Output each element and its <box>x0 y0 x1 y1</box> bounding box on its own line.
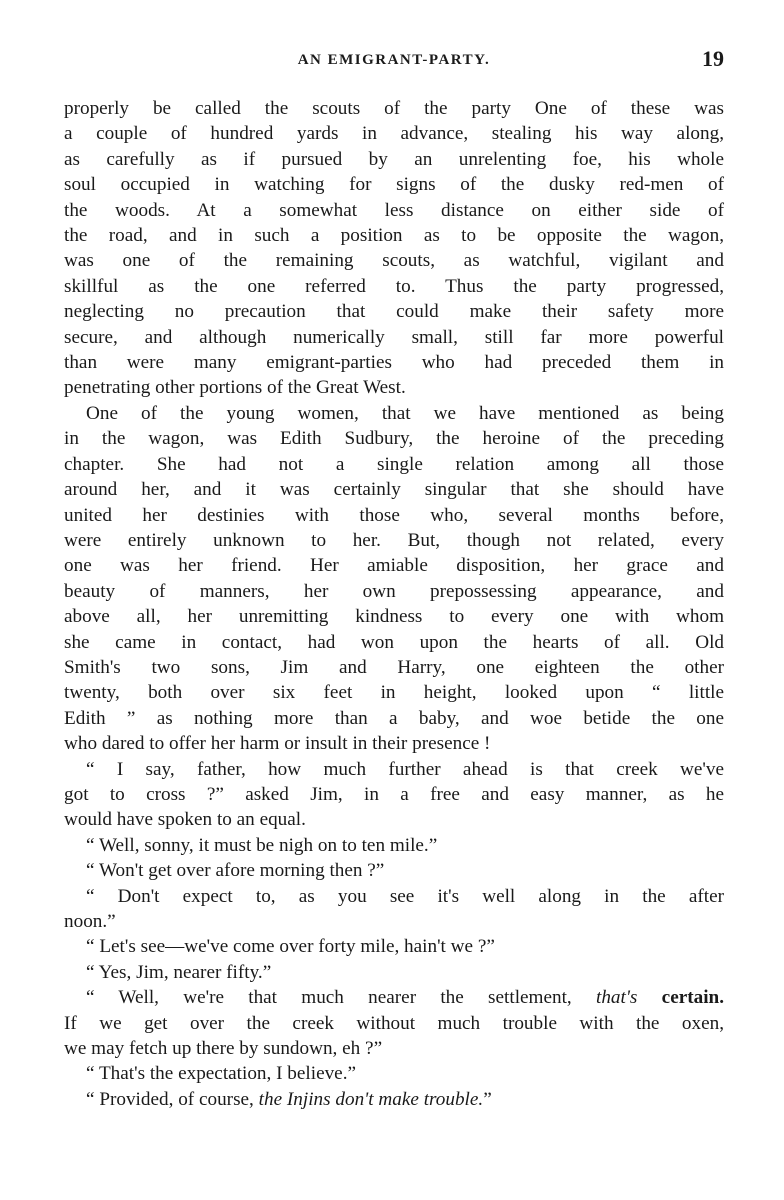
text-line: a couple of hundred yards in advance, stealing his way along, <box>64 123 724 145</box>
emphasis-text: that's <box>595 987 638 1009</box>
text-line <box>64 985 724 1010</box>
text-line: united her destinies with those who, several months before, <box>64 504 724 526</box>
text-line: were entirely unknown to her. But, though not related, every <box>64 529 724 551</box>
running-title: AN EMIGRANT-PARTY. <box>297 52 491 68</box>
text-line: skillful as the one referred to. Thus the party progressed, <box>64 275 724 297</box>
text-line: as carefully as if pursued by an unrelenting foe, his whole <box>64 148 724 170</box>
text-line: If we get over the creek without much trouble with the oxen, <box>64 1012 724 1034</box>
text-line: we may fetch up there by sundown, eh ?” <box>64 1038 383 1060</box>
text-line: got to cross ?” asked Jim, in a free and easy manner, as he <box>64 783 724 805</box>
text-line: the road, and in such a position as to be opposite the wagon, <box>64 225 724 247</box>
text-line: noon.” <box>64 911 116 932</box>
book-page <box>64 44 724 1112</box>
text-line: in the wagon, was Edith Sudbury, the heroine of the preceding <box>64 428 724 450</box>
text-line: she came in contact, had won upon the hearts of all. Old <box>64 631 724 653</box>
text-line: one was her friend. Her amiable disposition, her grace and <box>64 555 724 577</box>
text-line: properly be called the scouts of the party One of these was <box>64 98 724 119</box>
text-line: would have spoken to an equal. <box>64 809 306 831</box>
text-line: One of the young women, that we have mentioned as being <box>86 402 724 424</box>
body-text <box>64 96 724 1112</box>
text-line <box>64 1087 724 1112</box>
text-line: “ I say, father, how much further ahead is that creek we've <box>86 758 724 780</box>
text-line: beauty of manners, her own prepossessing appearance, and <box>64 580 724 602</box>
text-run: “ Provided, of course, <box>86 1088 254 1110</box>
text-line: Smith's two sons, Jim and Harry, one eighteen the other <box>64 656 724 678</box>
text-line: “ Yes, Jim, nearer fifty.” <box>86 961 272 983</box>
text-line: around her, and it was certainly singular that she should have <box>64 479 724 501</box>
text-line: than were many emigrant-parties who had preceded them in <box>64 352 724 374</box>
text-line: chapter. She had not a single relation among all those <box>64 453 724 475</box>
text-line: was one of the remaining scouts, as watchful, vigilant and <box>64 250 724 272</box>
emphasis-text: the Injins don't make trouble. <box>258 1088 484 1110</box>
text-line: neglecting no precaution that could make their safety more <box>64 301 724 323</box>
text-line: who dared to offer her harm or insult in their presence ! <box>64 733 491 755</box>
page-header <box>64 44 724 74</box>
page-number: 19 <box>702 46 724 71</box>
text-line: secure, and although numerically small, still far more powerful <box>64 326 724 348</box>
text-line: Edith ” as nothing more than a baby, and woe betide the one <box>64 707 724 729</box>
text-line: “ Well, sonny, it must be nigh on to ten mile.” <box>86 834 438 856</box>
text-line: “ Don't expect to, as you see it's well along in the after <box>86 885 724 907</box>
text-line: “ Let's see—we've come over forty mile, hain't we ?” <box>86 936 495 958</box>
text-run: ” <box>483 1088 492 1110</box>
text-line: above all, her unremitting kindness to every one with whom <box>64 606 724 628</box>
text-line: twenty, both over six feet in height, looked upon “ little <box>64 682 724 704</box>
text-line: soul occupied in watching for signs of the dusky red-men of <box>64 174 724 196</box>
text-line: “ Won't get over afore morning then ?” <box>86 860 385 882</box>
text-line: the woods. At a somewhat less distance on either side of <box>64 199 724 221</box>
text-run: “ Well, we're that much nearer the settlement, <box>86 987 572 1009</box>
text-line: “ That's the expectation, I believe.” <box>86 1063 357 1085</box>
text-run: certain. <box>661 987 725 1009</box>
text-line: penetrating other portions of the Great West. <box>64 377 406 399</box>
